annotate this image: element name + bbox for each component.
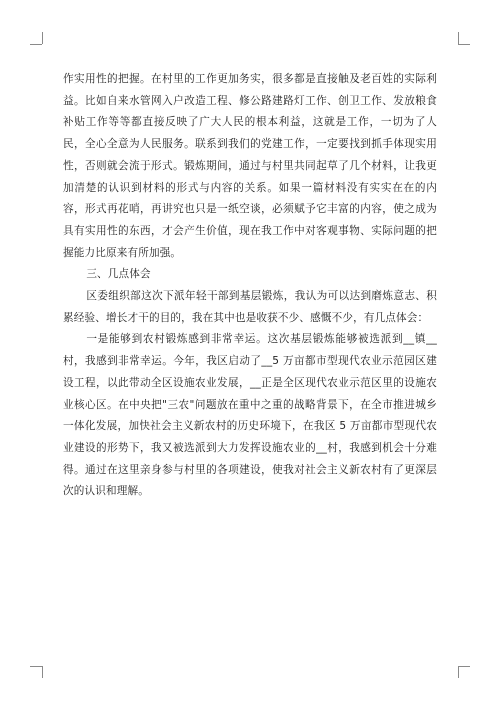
paragraph-reflection-one: 一是能够到农村锻炼感到非常幸运。这次基层锻炼能够被选派到__镇__村，我感到非常幸运。今年，我区启动了__5 万亩都市型现代农业示范园区建设工程，以此带动全区设施农业发展，__正是全区现代农业示范区里的设施农业核心区。在中央把"三农"问题放在重中之重的战略背景下，在全市推进城乡一体化发展，加快社会主义新农村的历史环境下，在我区 5 万亩都市型现代农业建设的形势下，我又被选派到大力发挥设施农业的__村，我感到机会十分难得。通过在这里亲身参与村里的各项建设，使我对社会主义新农村有了更深层次的认识和理解。 [63, 333, 437, 498]
crop-mark-top-right-vertical [458, 32, 459, 44]
paragraph-practicality: 作实用性的把握。在村里的工作更加务实，很多都是直接触及老百姓的实际利益。比如自来水管网入户改造工程、修公路建路灯工作、创卫工作、发放粮食补贴工作等等都直接反映了广大人民的根本利益，这就是工作，一切为了人民，全心全意为人民服务。联系到我们的党建工作，一定要找到抓手体现实用性，否则就会流于形式。锻炼期间，通过与村里共同起草了几个材料，让我更加清楚的认识到材料的形式与内容的关系。如果一篇材料没有实实在在的内容，形式再花哨，再讲究也只是一纸空谈，必须赋予它丰富的内容，使之成为具有实用性的东西，才会产生价值，现在我工作中对客观事物、实际问题的把握能力比原来有所加强。 [63, 73, 437, 259]
crop-mark-bottom-left-horizontal [30, 666, 42, 667]
crop-mark-bottom-left-vertical [42, 666, 43, 678]
section-heading-reflections: 三、几点体会 [86, 268, 151, 281]
document-body [63, 69, 437, 503]
crop-mark-top-left-horizontal [30, 44, 42, 45]
crop-mark-bottom-right-vertical [458, 666, 459, 678]
paragraph-intro-reflections: 区委组织部这次下派年轻干部到基层锻炼，我认为可以达到磨炼意志、积累经验、增长才干的目的，我在其中也是收获不少、感慨不少，有几点体会： [63, 290, 437, 324]
crop-mark-top-right-horizontal [458, 44, 470, 45]
crop-mark-bottom-right-horizontal [458, 666, 470, 667]
crop-mark-top-left-vertical [42, 32, 43, 44]
